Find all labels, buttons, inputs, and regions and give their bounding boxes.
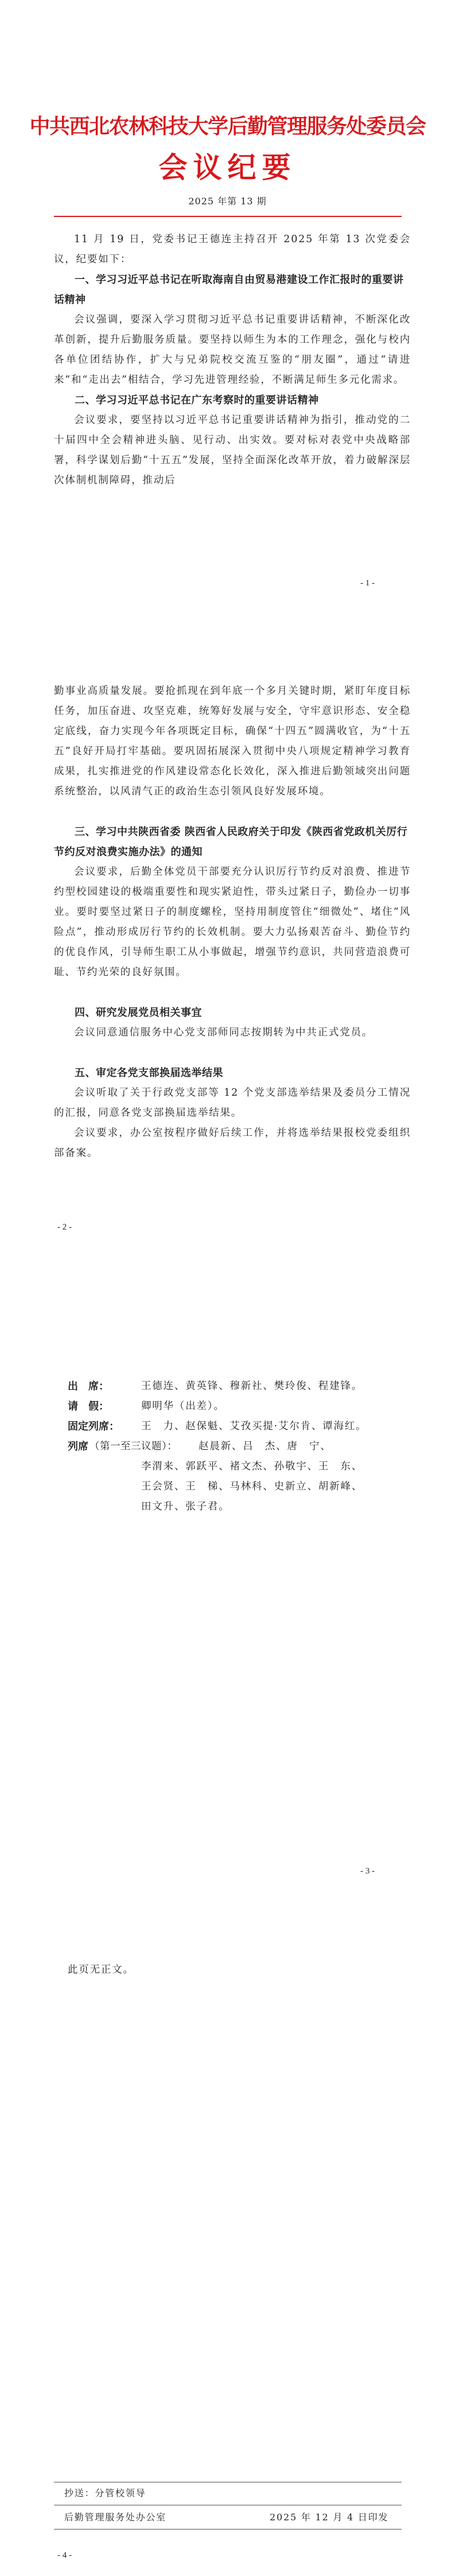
guest-list-1: 赵晨新、吕 杰、唐 宁、	[199, 1441, 332, 1452]
page-number-3: - 3 -	[360, 1867, 375, 1876]
page-number-1: - 1 -	[360, 579, 375, 588]
section-heading-5: 五、审定各党支部换届选举结果	[75, 1067, 223, 1079]
attend-list: 王德连、黄英锋、穆新社、樊玲俊、程建锋。	[141, 1380, 363, 1392]
footer-line-bottom	[54, 2529, 402, 2530]
section-body-1: 会议强调，要深入学习贯彻习近平总书记重要讲话精神，不断深化改革创新，提升后勤服务质量。要坚持以师生为本的工作理念，强化与校内各单位团结协作，扩大与兄弟院校交流互鉴的“朋友圈”，通过“请进来”和“走出去”相结合，学习先进管理经验，不断满足师生多元化需求。	[54, 314, 411, 386]
issue-date: 2025 年 12 月 4 日印发	[270, 2512, 389, 2523]
doc-title: 会议纪要	[158, 150, 297, 184]
section-body-2: 会议要求，要坚持以习近平总书记重要讲话精神为指引，推动党的二十届四中全会精神进头脑、见行动、出实效。要对标对表党中央战略部署，科学谋划后勤“十五五”发展，坚持全面深化改革开放，着力破解深层次体制机制障碍，推动后	[54, 414, 411, 486]
issue-number: 2025 年第 13 期	[188, 196, 267, 207]
section-heading-2: 二、学习习近平总书记在广东考察时的重要讲话精神	[75, 394, 319, 406]
org-title: 中共西北农林科技大学后勤管理服务处委员会	[29, 114, 426, 138]
section-body-4: 会议同意通信服务中心党支部师同志按期转为中共正式党员。	[74, 1027, 374, 1038]
section-body-5: 会议听取了关于行政党支部等 12 个党支部选举结果及委员分工情况的汇报，同意各党支部换届选举结果。	[54, 1087, 411, 1119]
section-body-2-cont: 勤事业高质量发展。要抢抓现在到年底一个多月关键时期，紧盯年度目标任务，加压奋进、攻坚克难，统筹好发展与安全，守牢意识形态、安全稳定底线，奋力实现今年各项既定目标，确保“十四五”圆满收官，为“十五五”良好开局打牢基础。要巩固拓展深入贯彻中央八项规定精神学习教育成果，扎实推进党的作风建设常态化长效化，深入推进后勤领域突出问题系统整治，以风清气正的政治生态引领风良好发展环境。	[54, 685, 411, 797]
leave-label: 请 假：	[68, 1400, 109, 1413]
fixed-attendees-list: 王 力、赵保魁、艾孜买提·艾尔肯、谭海红。	[141, 1421, 367, 1432]
attend-label: 出 席：	[68, 1380, 109, 1392]
page-number-2: - 2 -	[57, 1223, 72, 1232]
guest-list-3: 王会贤、王 梯、马林科、史新立、胡新峰、	[141, 1481, 363, 1492]
meeting-intro: 11 月 19 日，党委书记王德连主持召开 2025 年第 13 次党委会议，纪要如下：	[54, 234, 411, 265]
header-divider	[54, 216, 402, 217]
fixed-attendees-label: 固定列席：	[68, 1421, 119, 1433]
cc-recipients: 抄送：分管校领导	[64, 2488, 146, 2499]
section-heading-3: 三、学习中共陕西省委 陕西省人民政府关于印发《陕西省党政机关厉行节约反对浪费实施办法》的通知	[54, 826, 408, 858]
section-body-3: 会议要求，后勤全体党员干部要充分认识厉行节约反对浪费、推进节约型校园建设的极端重要性和现实紧迫性，带头过紧日子，勤俭办一切事业。要时要坚过紧日子的制度螺栓，坚持用制度管住“细微处”、堵住“风险点”，推动形成厉行节约的长效机制。要大力弘扬艰苦奋斗、勤俭节约的优良作风，引导师生职工从小事做起，增强节约意识，共同营造浪费可耻、节约光荣的良好氛围。	[54, 866, 411, 978]
guest-range: （第一至三议题）：	[90, 1441, 178, 1452]
section-heading-4: 四、研究发展党员相关事宜	[75, 1007, 202, 1019]
issuing-office: 后勤管理服务处办公室	[64, 2512, 167, 2523]
leave-list: 卿明华（出差）。	[141, 1400, 225, 1412]
section-body-5b: 会议要求，办公室按程序做好后续工作，并将选举结果报校党委组织部备案。	[54, 1127, 411, 1159]
guest-list-2: 李渭来、郭跃平、褚文杰、孙敬宇、王 东、	[141, 1461, 363, 1472]
section-heading-1: 一、学习习近平总书记在听取海南自由贸易港建设工作汇报时的重要讲话精神	[54, 274, 404, 306]
guest-label: 列席	[68, 1441, 88, 1453]
no-body-note: 此页无正文。	[68, 1964, 134, 1976]
guest-list-4: 田文升、张子君。	[141, 1501, 230, 1512]
page-number-4: - 4 -	[57, 2551, 72, 2560]
